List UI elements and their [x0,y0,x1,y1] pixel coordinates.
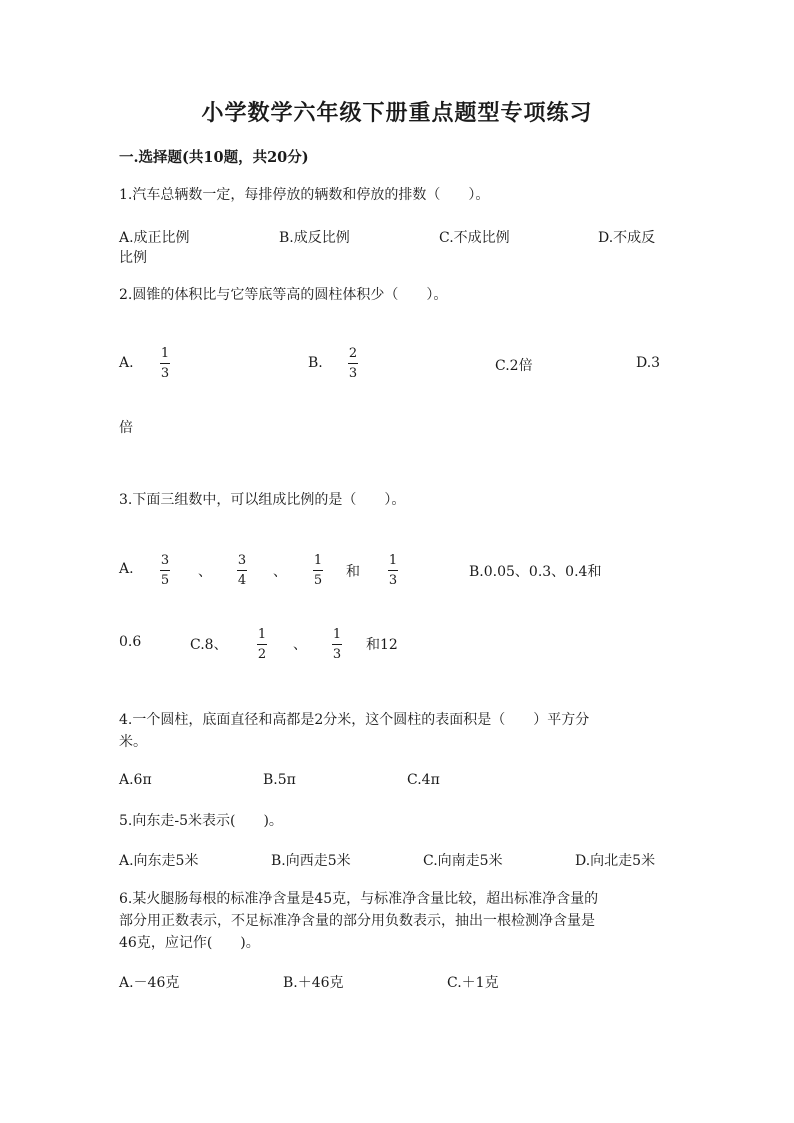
question-6-stem-line-3: 46克，应记作( )。 [119,935,260,951]
q5-option-c[interactable]: C.向南走5米 [423,853,503,869]
q2-option-c[interactable]: C.2倍 [495,358,533,374]
q3-option-a[interactable]: A. [119,561,134,577]
section-heading: 一.选择题(共10题，共20分) [119,149,309,166]
q3-c-and: 和12 [366,637,398,653]
q3-a-and: 和 [346,564,360,580]
q3-c-fraction-1 [257,627,267,662]
q6-option-c[interactable]: C.＋1克 [447,975,499,991]
question-4-stem-line-1: 4.一个圆柱，底面直径和高都是2分米，这个圆柱的表面积是（ ）平方分 [119,712,590,728]
q6-option-a[interactable]: A.－46克 [119,975,180,991]
fraction-denominator: 3 [160,366,170,381]
q3-c-fraction-2 [332,627,342,662]
q3-a-fraction-1 [160,553,170,588]
q5-option-d[interactable]: D.向北走5米 [575,853,656,869]
question-5-stem: 5.向东走-5米表示( )。 [119,813,283,829]
fraction-numerator: 1 [160,346,170,361]
q3-option-c[interactable]: C.8、 [190,637,228,653]
fraction-bar [332,644,342,645]
fraction-numerator: 1 [388,553,398,568]
q3-a-fraction-4 [388,553,398,588]
fraction-numerator: 1 [313,553,323,568]
fraction-bar [160,363,170,364]
fraction-bar [160,570,170,571]
fraction-numerator: 3 [160,553,170,568]
fraction-numerator: 2 [348,346,358,361]
fraction-denominator: 5 [160,573,170,588]
q3-option-b[interactable]: B.0.05、0.3、0.4和 [469,564,602,580]
fraction-numerator: 3 [237,553,247,568]
q3-option-b-continued: 0.6 [119,634,142,650]
q3-a-separator-1: 、 [198,564,212,580]
q5-option-b[interactable]: B.向西走5米 [271,853,351,869]
fraction-denominator: 5 [313,573,323,588]
fraction-bar [388,570,398,571]
q2-option-d-continued: 倍 [119,420,133,436]
page-title: 小学数学六年级下册重点题型专项练习 [201,100,593,126]
fraction-denominator: 2 [257,647,267,662]
question-4-stem-line-2: 米。 [119,734,147,750]
q2-option-d[interactable]: D.3 [636,355,661,371]
fraction-denominator: 3 [388,573,398,588]
q2-option-a-fraction [160,346,170,381]
fraction-bar [237,570,247,571]
question-1-stem: 1.汽车总辆数一定，每排停放的辆数和停放的排数（ ）。 [119,187,490,203]
q3-a-separator-2: 、 [273,564,287,580]
q3-c-separator: 、 [293,637,307,653]
q3-a-fraction-2 [237,553,247,588]
question-2-stem: 2.圆锥的体积比与它等底等高的圆柱体积少（ ）。 [119,287,448,303]
fraction-denominator: 4 [237,573,247,588]
q1-option-b[interactable]: B.成反比例 [279,230,350,246]
q2-option-a[interactable]: A. [119,355,134,371]
fraction-bar [313,570,323,571]
q1-option-d[interactable]: D.不成反 [598,230,656,246]
fraction-numerator: 1 [257,627,267,642]
q4-option-a[interactable]: A.6π [119,772,152,788]
question-6-stem-line-1: 6.某火腿肠每根的标准净含量是45克，与标准净含量比较，超出标准净含量的 [119,891,599,907]
q4-option-c[interactable]: C.4π [407,772,440,788]
q4-option-b[interactable]: B.5π [263,772,296,788]
fraction-bar [257,644,267,645]
q2-option-b-fraction [348,346,358,381]
q3-a-fraction-3 [313,553,323,588]
q5-option-a[interactable]: A.向东走5米 [119,853,199,869]
q1-option-d-continued: 比例 [119,250,147,266]
q1-option-c[interactable]: C.不成比例 [439,230,510,246]
question-6-stem-line-2: 部分用正数表示，不足标准净含量的部分用负数表示，抽出一根检测净含量是 [119,913,595,929]
q1-option-a[interactable]: A.成正比例 [119,230,190,246]
fraction-bar [348,363,358,364]
q2-option-b[interactable]: B. [308,355,323,371]
fraction-denominator: 3 [332,647,342,662]
fraction-denominator: 3 [348,366,358,381]
question-3-stem: 3.下面三组数中，可以组成比例的是（ ）。 [119,492,406,508]
fraction-numerator: 1 [332,627,342,642]
q6-option-b[interactable]: B.＋46克 [283,975,344,991]
